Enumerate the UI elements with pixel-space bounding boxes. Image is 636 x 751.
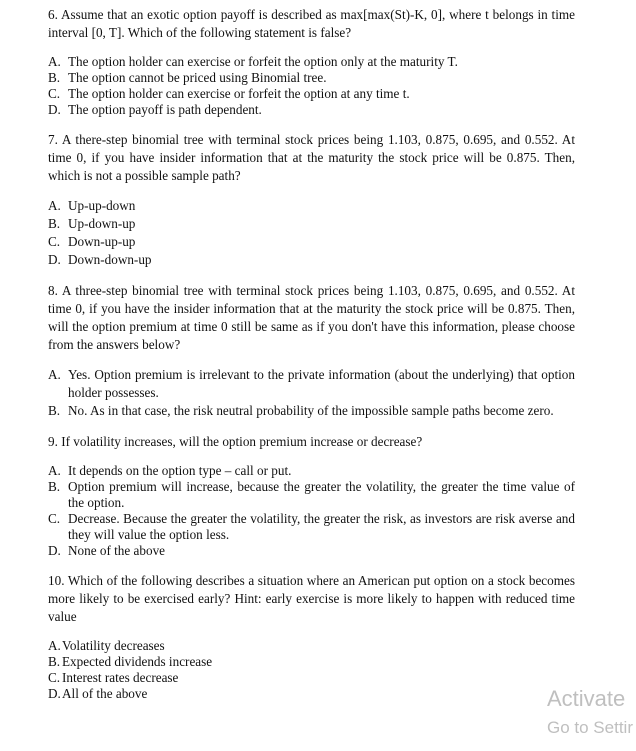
question-7-option-d[interactable] — [48, 251, 575, 269]
document-page — [48, 6, 575, 702]
question-10-option-c[interactable] — [48, 670, 575, 686]
question-10-stem: 10. Which of the following describes a situation where an American put option on a stock becomes more likely to be exercised early? Hint: early exercise is more likely to happen with reduced time value — [48, 573, 575, 624]
option-letter: A. — [48, 638, 61, 653]
option-letter: B. — [48, 216, 61, 231]
option-text: Option premium will increase, because the greater the volatility, the greater the time value of the option. — [68, 479, 575, 510]
option-text: The option payoff is path dependent. — [68, 102, 262, 117]
question-8-options — [48, 366, 575, 420]
question-7-option-c[interactable] — [48, 233, 575, 251]
option-letter: B. — [48, 654, 61, 669]
option-letter: D. — [48, 543, 61, 558]
question-7-option-a[interactable] — [48, 197, 575, 215]
question-9-option-d[interactable] — [48, 543, 575, 559]
option-letter: B. — [48, 70, 61, 85]
option-letter: A. — [48, 367, 61, 382]
option-letter: B. — [48, 403, 61, 418]
question-6-option-b[interactable] — [48, 70, 575, 86]
option-text: Decrease. Because the greater the volatility, the greater the risk, as investors are risk averse and they will value the option less. — [68, 511, 575, 542]
question-10-options — [48, 638, 575, 702]
option-text: Expected dividends increase — [62, 654, 213, 669]
question-8-option-b[interactable] — [48, 402, 575, 420]
option-text: All of the above — [62, 686, 148, 701]
option-letter: D. — [48, 102, 61, 117]
option-text: It depends on the option type – call or put. — [68, 463, 292, 478]
question-6-option-a[interactable] — [48, 54, 575, 70]
question-6-option-d[interactable] — [48, 102, 575, 118]
question-9-option-b[interactable] — [48, 479, 575, 511]
question-6-option-c[interactable] — [48, 86, 575, 102]
question-8-stem: 8. A three-step binomial tree with terminal stock prices being 1.103, 0.875, 0.695, and 0.552. At time 0, if you have the insider information that at the maturity the stock price will be 0.875. Then, will the option premium at time 0 still be same as if you don't have this information, please choose from the answers below? — [48, 283, 575, 352]
question-9-stem: 9. If volatility increases, will the option premium increase or decrease? — [48, 434, 423, 449]
option-letter: D. — [48, 252, 61, 267]
option-letter: D. — [48, 686, 61, 701]
option-text: Volatility decreases — [62, 638, 165, 653]
option-text: Up-up-down — [68, 198, 136, 213]
activate-windows-watermark-title: Activate — [547, 686, 626, 711]
question-8-option-a[interactable] — [48, 366, 575, 402]
question-10-option-a[interactable] — [48, 638, 575, 654]
question-7-option-b[interactable] — [48, 215, 575, 233]
option-text: The option holder can exercise or forfeit the option only at the maturity T. — [68, 54, 458, 69]
option-text: The option cannot be priced using Binomial tree. — [68, 70, 327, 85]
question-6-options — [48, 54, 575, 118]
question-10-option-b[interactable] — [48, 654, 575, 670]
option-text: Yes. Option premium is irrelevant to the private information (about the underlying) that option holder possesses. — [68, 367, 575, 400]
option-text: Down-down-up — [68, 252, 152, 267]
question-10-option-d[interactable] — [48, 686, 575, 702]
question-9-option-c[interactable] — [48, 511, 575, 543]
option-letter: A. — [48, 463, 61, 478]
option-text: Interest rates decrease — [62, 670, 179, 685]
question-9-option-a[interactable] — [48, 463, 575, 479]
option-letter: C. — [48, 86, 61, 101]
option-text: None of the above — [68, 543, 166, 558]
question-6-stem: 6. Assume that an exotic option payoff is described as max[max(St)-K, 0], where t belongs in time interval [0, T]. Which of the following statement is false? — [48, 7, 575, 40]
option-letter: A. — [48, 198, 61, 213]
question-9-options — [48, 463, 575, 559]
question-7-stem: 7. A there-step binomial tree with terminal stock prices being 1.103, 0.875, 0.695, and 0.552. At time 0, if you have insider information that at the maturity the stock price will be 0.875. Then, which is not a possible sample path? — [48, 132, 575, 183]
option-letter: C. — [48, 670, 61, 685]
option-letter: C. — [48, 511, 61, 526]
option-letter: C. — [48, 234, 61, 249]
option-text: The option holder can exercise or forfeit the option at any time t. — [68, 86, 410, 101]
option-letter: A. — [48, 54, 61, 69]
option-text: Down-up-up — [68, 234, 136, 249]
option-text: Up-down-up — [68, 216, 136, 231]
option-letter: B. — [48, 479, 61, 494]
option-text: No. As in that case, the risk neutral probability of the impossible sample paths become zero. — [68, 403, 554, 418]
question-7-options — [48, 197, 575, 269]
activate-windows-watermark-subtitle: Go to Settir — [547, 718, 633, 737]
